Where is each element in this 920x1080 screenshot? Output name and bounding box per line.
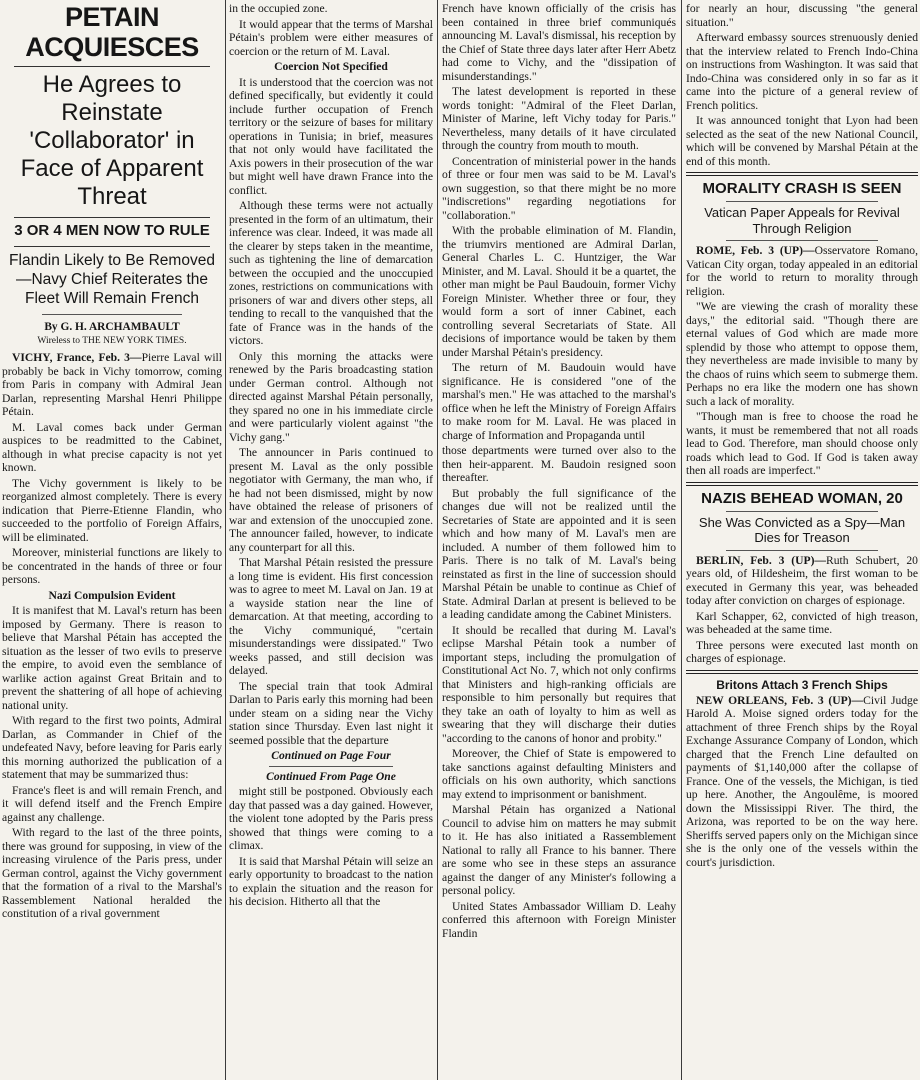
divider — [42, 314, 182, 315]
main-headline: PETAIN ACQUIESCES — [25, 2, 199, 62]
column-rule — [437, 0, 438, 1080]
paragraph: Concentration of ministerial power in the hands of three or four men was said to be M. Laval's own suggestion, so that there might be no more "indiscretions" regarding negotiations for "collaboration." — [442, 154, 676, 222]
column-3 — [442, 2, 676, 1078]
story-divider — [686, 172, 918, 176]
paragraph: The special train that took Admiral Darlan to Paris early this morning had been under steam on a siding near the Vichy station since Thursday. Even last night it seemed possible that the departure — [229, 679, 433, 747]
story-headline-nazis: NAZIS BEHEAD WOMAN, 20 — [701, 489, 903, 507]
paragraph: Afterward embassy sources strenuously denied that the interview related to French Indo-China on instructions from Washington. It was said that Indo-China was considered only in so far as it came into the picture of a general review of French politics. — [686, 31, 918, 112]
paragraph: It was announced tonight that Lyon had been selected as the seat of the new National Council, which will be convened by Marshal Pétain at the end of this month. — [686, 114, 918, 168]
paragraph: French have known officially of the crisis has been contained in three brief communiqués announcing M. Laval's dismissal, his reception by the Chief of State three days later after Herr Abetz had come to Vichy, and the "dissipation of misunderstandings." — [442, 2, 676, 83]
divider — [14, 217, 210, 218]
dateline: ROME, Feb. 3 (UP)— — [696, 244, 815, 257]
story-headline-morality: MORALITY CRASH IS SEEN — [702, 180, 902, 197]
paragraph: It would appear that the terms of Marshal Pétain's problem were either measures of coercion or the return of M. Laval. — [229, 17, 433, 58]
paragraph: "Though man is free to choose the road he wants, it must be remembered that not all roads lead to God. Therefore, man should choose only roads which lead to God. If God is taken away then all roads are imperfect." — [686, 410, 918, 477]
paragraph: It is understood that the coercion was not defined specifically, but evidently it could include further occupation of French territory or the seizure of bases for military operations in Tunisia; in brief, measures that not only would have facilitated the Axis powers in their prosecution of the war but might well have drawn France into the conflict. — [229, 75, 433, 197]
paragraph: But probably the full significance of the changes due will not be realized until the Secretaries of State are appointed and it is seen which and how many of M. Laval's men are included. A number of them followed him to Paris. There is no talk of M. Laval's being reinstated as first in the line of succession should Marshal Pétain be unable to continue as Chief of State. Admiral Darlan at present is believed to be a leading candidate among the Cabinet Ministers. — [442, 486, 676, 621]
paragraph: With regard to the first two points, Admiral Darlan, as Commander in Chief of the undefeated Navy, before leaving for Paris early this morning authorized the publication of a statement that may be summarized thus: — [2, 714, 222, 781]
paragraph: The announcer in Paris continued to present M. Laval as the only possible negotiator with Germany, the man who, if he had not been dismissed, might by now have obtained the release of prisoners of war and extension of the unoccupied zone. The announcer failed, however, to indicate any counterpart for all this. — [229, 446, 433, 554]
story-headline-ships: Britons Attach 3 French Ships — [716, 677, 888, 692]
paragraph: VICHY, France, Feb. 3—Pierre Laval will probably be back in Vichy tomorrow, coming from Paris in company with Admiral Jean Darlan, representing Marshal Henri Philippe Pétain. — [2, 351, 222, 418]
divider — [726, 511, 878, 512]
paragraph: Moreover, ministerial functions are likely to be concentrated in the hands of three or four persons. — [2, 546, 222, 586]
subhead: Coercion Not Specified — [274, 60, 388, 73]
wire-credit: Wireless to THE NEW YORK TIMES. — [37, 335, 187, 346]
paragraph: in the occupied zone. — [229, 2, 328, 15]
paragraph: United States Ambassador William D. Leahy conferred this afternoon with Foreign Minister Flandin — [442, 899, 676, 940]
column-rule — [225, 0, 226, 1080]
paragraph: "We are viewing the crash of morality these days," the editorial said. "Though there are eternal values of God which are made more splendid by those who attempt to oppose them, they nevertheless are made invisible to many by the chaos of ruins which seem to submerge them. Perhaps no era like the modern one has shown such a lack of morality. — [686, 300, 918, 408]
subhead: Nazi Compulsion Evident — [48, 588, 176, 602]
paragraph: France's fleet is and will remain French, and it will defend itself and the French Empire against any challenge. — [2, 783, 222, 824]
paragraph: for nearly an hour, discussing "the general situation." — [686, 2, 918, 29]
dateline: VICHY, France, Feb. 3— — [12, 351, 142, 364]
story-deck-morality: Vatican Paper Appeals for Revival Through Religion — [704, 205, 900, 236]
paragraph: The latest development is reported in these words tonight: "Admiral of the Fleet Darlan, Minister of Marine, left Vichy today for Paris." Nevertheless, many details of it have circulated through the country from mouth to mouth. — [442, 85, 676, 152]
divider — [726, 240, 878, 241]
paragraph: ROME, Feb. 3 (UP)—Osservatore Romano, Vatican City organ, today appealed in an editorial for the world to return to morality through religion. — [686, 244, 918, 298]
paragraph: BERLIN, Feb. 3 (UP)—Ruth Schubert, 20 years old, of Hildesheim, the first woman to be executed in Germany this year, was beheaded today after conviction on charges of espionage. — [686, 553, 918, 607]
deck-1: He Agrees to Reinstate 'Collaborator' in Face of Apparent Threat — [20, 71, 204, 210]
divider — [14, 246, 210, 247]
paragraph: Karl Schapper, 62, convicted of high treason, was beheaded at the same time. — [686, 609, 918, 636]
paragraph: NEW ORLEANS, Feb. 3 (UP)—Civil Judge Harold A. Moise signed orders today for the attachment of three French ships by the Royal Exchange Assurance Company of London, which charged that the French Line defaulted on payments of $1,140,000 after the collapse of France. One of the vessels, the Michigan, is tied up here. Another, the Angoulême, is moored down the Mississippi River. The third, the Arizona, was reported to be on the way here. Sheriffs served papers only on the Michigan since she is the only one of the vessels within the court's jurisdiction. — [686, 693, 918, 869]
column-4 — [686, 2, 918, 1078]
column-1 — [2, 2, 222, 1078]
paragraph: The return of M. Baudouin would have significance. He is considered "one of the marshal's men." He was attached to the marshal's office when he left the Ministry of Foreign Affairs to make room for M. Laval. He was placed in charge of Information and Propaganda until — [442, 361, 676, 442]
column-rule — [681, 0, 682, 1080]
paragraph: Marshal Pétain has organized a National Council to advise him on matters he may submit to it. He has also initiated a Rassemblement National to rally all France to his banner. There are some who see in these steps an assurance against the danger of any Minister's following a personal policy. — [442, 803, 676, 897]
paragraph: M. Laval comes back under German auspices to be readmitted to the Cabinet, although in what precise capacity is not yet known. — [2, 420, 222, 474]
paragraph: It is manifest that M. Laval's return has been imposed by Germany. There is reason to believe that Marshal Pétain has accepted the situation as the lesser of two evils to preserve the empire, to avoid even the semblance of warlike action against Great Britain and to prevent the shattering of all hope of achieving national unity. — [2, 604, 222, 712]
paragraph: might still be postponed. Obviously each day that passed was a day gained. However, the violent tone adopted by the Paris press showed that things were coming to a climax. — [229, 785, 433, 852]
deck-3: Flandin Likely to Be Removed —Navy Chief Reiterates the Fleet Will Remain French — [9, 252, 215, 307]
story-deck-nazis: She Was Convicted as a Spy—Man Dies for Treason — [698, 514, 906, 545]
divider — [269, 766, 393, 767]
dateline: BERLIN, Feb. 3 (UP)— — [696, 553, 827, 567]
continued-on-jump: Continued on Page Four — [271, 749, 391, 762]
paragraph: Although these terms were not actually presented in the form of an ultimatum, their inference was clear. Indeed, it was made all the clearer by steps taken in the meantime, such as tightening the line of demarcation between the occupied and the unoccupied zones, restrictions on communications with prisoners of war and divers other steps, all tending to recall to the vanquished that the fate of France was in the hands of the victors. — [229, 199, 433, 347]
paragraph: Only this morning the attacks were renewed by the Paris broadcasting station under German control. Although not directed against Marshal Pétain personally, they spared no one in his immediate circle and were particularly violent against "the Vichy gang." — [229, 349, 433, 444]
paragraph: It is said that Marshal Pétain will seize an early opportunity to broadcast to the nation to explain the situation and the reason for his decision. Hitherto all that the — [229, 854, 433, 908]
paragraph: It should be recalled that during M. Laval's eclipse Marshal Pétain took a number of important steps, including the promulgation of Constitutional Act No. 7, which not only confirms that Ministers and high-ranking officials are responsible to him personally but requires that they take an oath of loyalty to him as well as swearing that they will discharge their duties "according to the canons of honor and probity." — [442, 623, 676, 745]
byline: By G. H. ARCHAMBAULT — [44, 321, 180, 333]
divider — [726, 550, 878, 551]
paragraph: those departments were turned over also to the then heir-apparent. M. Baudoin resigned soon thereafter. — [442, 444, 676, 484]
story-divider — [686, 670, 918, 674]
deck-2: 3 OR 4 MEN NOW TO RULE — [14, 222, 210, 239]
story-divider — [686, 482, 918, 486]
paragraph: The Vichy government is likely to be reorganized almost completely. There is every indication that Pierre-Etienne Flandin, who succeeded to the portfolio of Foreign Affairs, will be eliminated. — [2, 476, 222, 544]
continued-from-jump: Continued From Page One — [266, 769, 396, 783]
column-2 — [229, 2, 433, 1078]
paragraph: With regard to the last of the three points, there was ground for supposing, in view of the increasing virulence of the Paris press, under German control, against the Vichy government that the formation of a rival to the Marshal's Rassemblement National heralded the constitution of a rival government — [2, 826, 222, 920]
paragraph: Moreover, the Chief of State is empowered to take sanctions against defaulting Ministers and officials on his own authority, which sanctions may extend to imprisonment or banishment. — [442, 747, 676, 801]
divider — [726, 201, 878, 202]
dateline: NEW ORLEANS, Feb. 3 (UP)— — [696, 693, 864, 707]
paragraph: With the probable elimination of M. Flandin, the triumvirs mentioned are Admiral Darlan, General Charles L. C. Huntziger, the War Minister, and M. Laval. Should it be a quartet, the other man might be Paul Baudouin, former Vichy Foreign Minister. Whether three or four, they would form a sort of inner Cabinet, each controlling several Secretariats of State. All decisions of importance would be taken by them under Marshal Pétain's presidency. — [442, 224, 676, 359]
paragraph: That Marshal Pétain resisted the pressure a long time is evident. His first concession was to agree to meet M. Laval on Jan. 19 at a wayside station near the line of demarcation. At that meeting, according to the Vichy communiqué, "certain misunderstandings were dissipated." Two weeks passed, and still decision was delayed. — [229, 556, 433, 677]
divider — [14, 66, 210, 67]
paragraph: Three persons were executed last month on charges of espionage. — [686, 638, 918, 665]
